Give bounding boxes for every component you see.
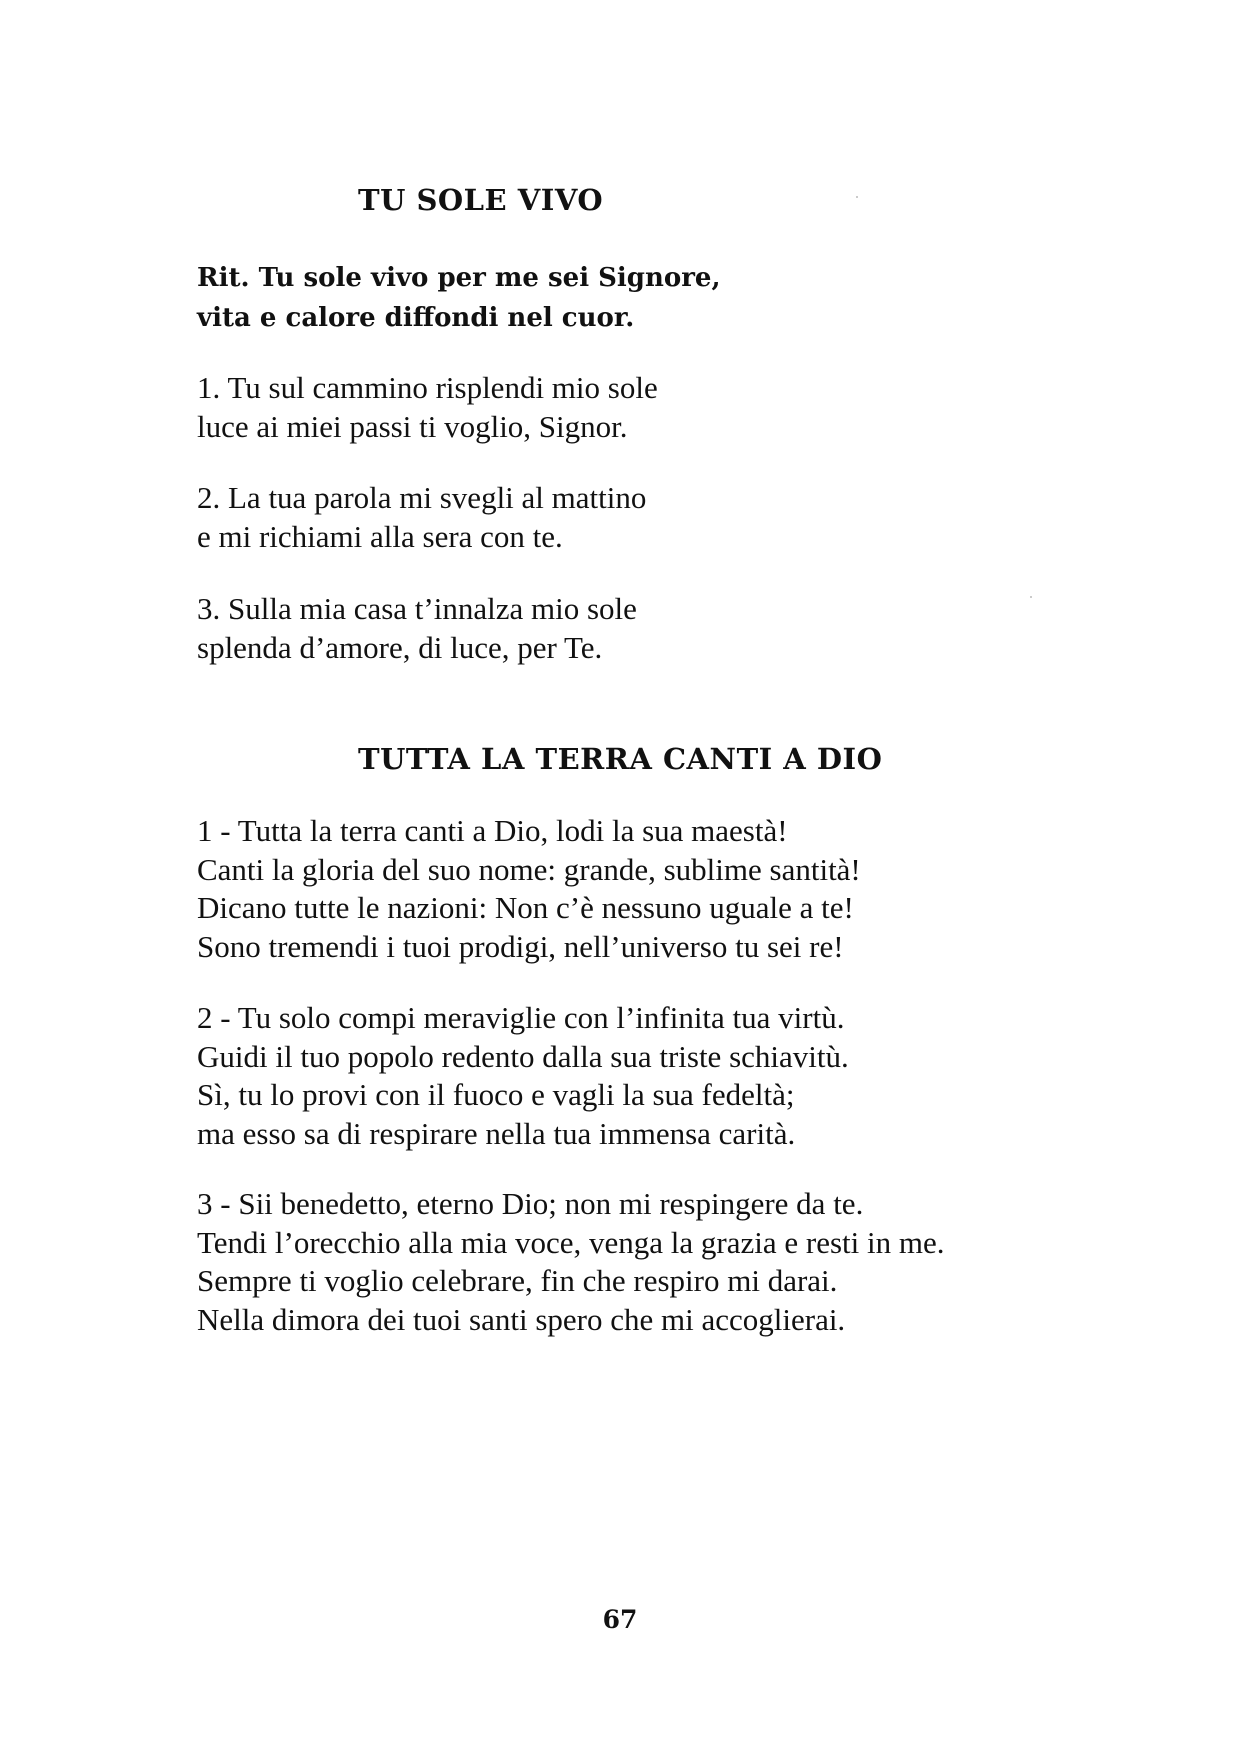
verse-line: 3 - Sii benedetto, eterno Dio; non mi respingere da te.: [197, 1186, 864, 1221]
verse-line: Nella dimora dei tuoi santi spero che mi accoglierai.: [197, 1301, 846, 1337]
verse-line: luce ai miei passi ti voglio, Signor.: [197, 408, 628, 444]
song1-verse-1: [197, 369, 658, 446]
verse-line: Tendi l’orecchio alla mia voce, venga la grazia e resti in me.: [197, 1224, 945, 1260]
verse-line: e mi richiami alla sera con te.: [197, 518, 563, 554]
verse-line: 2 - Tu solo compi meraviglie con l’infinita tua virtù.: [197, 1000, 845, 1035]
refrain: [197, 258, 721, 338]
song1-verse-2: [197, 479, 646, 556]
scan-speck: [1030, 596, 1032, 598]
verse-line: Sono tremendi i tuoi prodigi, nell’universo tu sei re!: [197, 928, 844, 964]
page-number: 67: [602, 1605, 638, 1634]
refrain-line: vita e calore diffondi nel cuor.: [197, 303, 635, 333]
verse-line: 1. Tu sul cammino risplendi mio sole: [197, 370, 658, 405]
verse-line: 1 - Tutta la terra canti a Dio, lodi la sua maestà!: [197, 813, 788, 848]
scan-speck: [856, 196, 858, 198]
song1-verse-3: [197, 590, 637, 667]
verse-line: Sì, tu lo provi con il fuoco e vagli la sua fedeltà;: [197, 1077, 795, 1112]
verse-line: Dicano tutte le nazioni: Non c’è nessuno uguale a te!: [197, 890, 854, 925]
song-title-tu-sole-vivo: TU SOLE VIVO: [358, 183, 604, 217]
song-title-tutta-la-terra: TUTTA LA TERRA CANTI A DIO: [358, 742, 883, 776]
verse-line: Sempre ti voglio celebrare, fin che respiro mi darai.: [197, 1263, 838, 1298]
song2-verse-2: [197, 999, 849, 1153]
song2-verse-3: [197, 1185, 945, 1339]
verse-line: splenda d’amore, di luce, per Te.: [197, 629, 603, 665]
verse-line: ma esso sa di respirare nella tua immensa carità.: [197, 1115, 796, 1151]
verse-line: 3. Sulla mia casa t’innalza mio sole: [197, 591, 637, 626]
verse-line: 2. La tua parola mi svegli al mattino: [197, 480, 647, 515]
verse-line: Canti la gloria del suo nome: grande, sublime santità!: [197, 851, 861, 887]
verse-line: Guidi il tuo popolo redento dalla sua triste schiavitù.: [197, 1038, 849, 1074]
song2-verse-1: [197, 812, 861, 966]
refrain-line: Rit. Tu sole vivo per me sei Signore,: [197, 263, 721, 293]
